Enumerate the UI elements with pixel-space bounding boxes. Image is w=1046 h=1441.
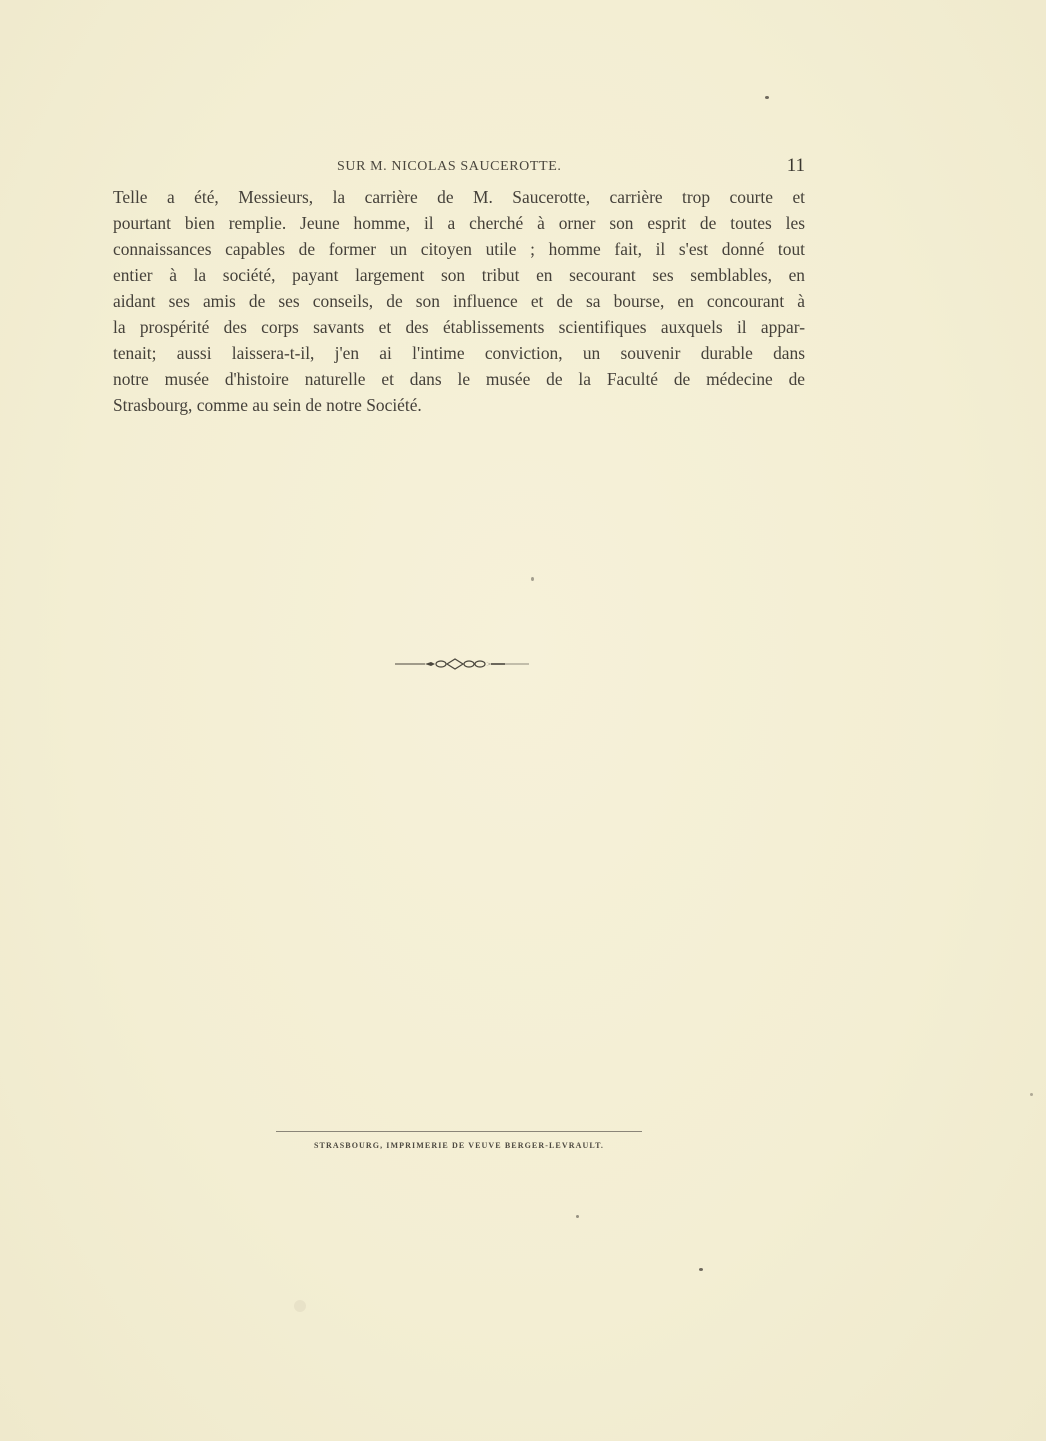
text-line: notre musée d'histoire naturelle et dans le musée de la Faculté de médecine de <box>113 369 805 389</box>
chain-ornament-icon <box>395 657 529 671</box>
printer-imprint: STRASBOURG, IMPRIMERIE DE VEUVE BERGER-LEVRAULT. <box>313 1141 605 1150</box>
running-head <box>113 157 805 179</box>
text-line: la prospérité des corps savants et des établissements scientifiques auxquels il appar- <box>113 317 805 337</box>
paper-speck <box>576 1215 579 1218</box>
imprint-rule <box>276 1131 642 1132</box>
text-line: Telle a été, Messieurs, la carrière de M. Saucerotte, carrière trop courte et <box>113 187 805 207</box>
paper-speck <box>699 1268 703 1271</box>
text-line: pourtant bien remplie. Jeune homme, il a cherché à orner son esprit de toutes les <box>113 213 805 233</box>
text-line: connaissances capables de former un citoyen utile ; homme fait, il s'est donné tout <box>113 239 805 259</box>
paper-speck <box>294 1300 306 1312</box>
paper-speck <box>1030 1093 1033 1096</box>
text-line: entier à la société, payant largement son tribut en secourant ses semblables, en <box>113 265 805 285</box>
text-line: Strasbourg, comme au sein de notre Société. <box>113 395 422 415</box>
text-line: aidant ses amis de ses conseils, de son influence et de sa bourse, en concourant à <box>113 291 805 311</box>
paper-speck <box>765 96 769 99</box>
text-line: tenait; aussi laissera-t-il, j'en ai l'intime conviction, un souvenir durable dans <box>113 343 805 363</box>
running-title: SUR M. NICOLAS SAUCEROTTE. <box>337 159 562 174</box>
paper-speck <box>531 577 534 581</box>
body-paragraph <box>113 184 805 418</box>
page-number: 11 <box>786 155 805 176</box>
